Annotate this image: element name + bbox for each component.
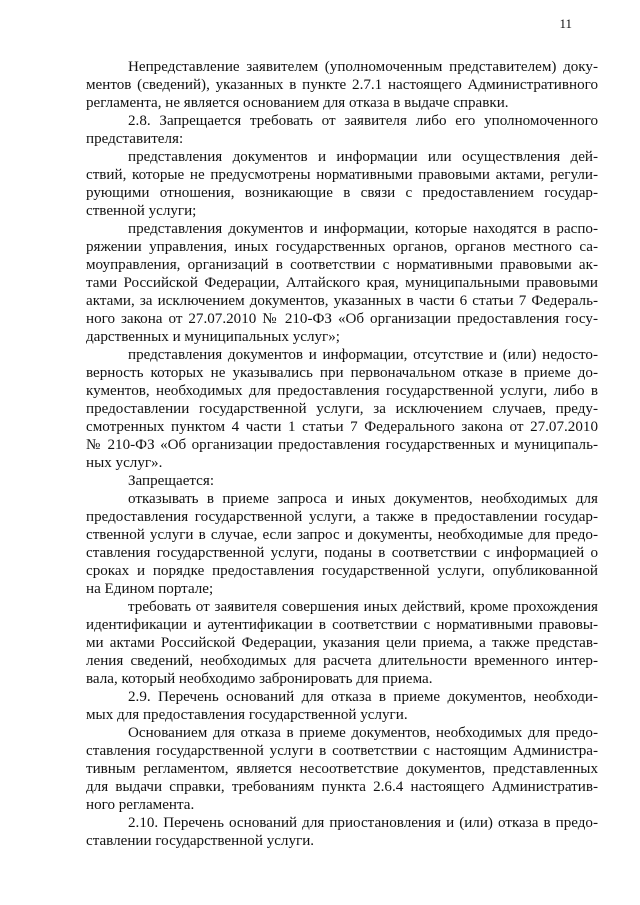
text-line: ственной услуги;	[86, 203, 197, 219]
text-line: верность которых не указывались при первоначальном отказе в приеме до-	[86, 365, 598, 381]
text-line: 2.10. Перечень оснований для приостановления и (или) отказа в предо-	[128, 815, 598, 831]
text-line: ряжении управления, иных государственных органов, органов местного са-	[86, 239, 598, 255]
text-line: вала, который необходимо забронировать для приема.	[86, 671, 433, 687]
text-line: Непредставление заявителем (уполномоченным представителем) доку-	[128, 59, 598, 75]
text-line: идентификации и аутентификации в соответствии с нормативными правовы-	[86, 617, 598, 633]
text-line: для выдачи справки, требованиям пункта 2.6.4 настоящего Административ-	[86, 779, 598, 795]
text-line: предоставлении государственной услуги, за исключением случаев, преду-	[86, 401, 598, 417]
text-line: на Едином портале;	[86, 581, 214, 597]
text-line: кументов, необходимых для предоставления государственной услуги, либо в	[86, 383, 598, 399]
text-line: ставления государственной услуги, поданы в соответствии с информацией о	[86, 545, 598, 561]
text-line: ного регламента.	[86, 797, 195, 813]
text-line: моуправления, организаций в соответствии с нормативными правовыми ак-	[86, 257, 598, 273]
text-line: ми актами Российской Федерации, указания цели приема, а также представ-	[86, 635, 598, 651]
text-line: ставления государственной услуги в соответствии с настоящим Администра-	[86, 743, 598, 759]
text-line: ментов (сведений), указанных в пункте 2.7.1 настоящего Административного	[86, 77, 598, 93]
document-body	[86, 58, 598, 850]
text-line: регламента, не является основанием для отказа в выдаче справки.	[86, 95, 509, 111]
text-line: актами, за исключением документов, указанных в части 6 статьи 7 Федераль-	[86, 293, 598, 309]
text-line: представления документов и информации, которые находятся в распо-	[128, 221, 598, 237]
text-line: ствий, которые не предусмотрены нормативными правовыми актами, регули-	[86, 167, 598, 183]
text-line: № 210-ФЗ «Об организации предоставления государственных и муниципаль-	[86, 437, 598, 453]
text-line: сроках и порядке предоставления государственной услуги, опубликованной	[86, 563, 598, 579]
text-line: отказывать в приеме запроса и иных документов, необходимых для	[128, 491, 598, 507]
text-line: Запрещается:	[128, 473, 215, 489]
text-line: требовать от заявителя совершения иных действий, кроме прохождения	[128, 599, 598, 615]
text-line: предоставления государственной услуги, а также в предоставлении государ-	[86, 509, 598, 525]
text-line: смотренных пунктом 4 части 1 статьи 7 Федерального закона от 27.07.2010	[86, 419, 598, 435]
text-line: представления документов и информации, отсутствие и (или) недосто-	[128, 347, 598, 363]
text-line: Основанием для отказа в приеме документов, необходимых для предо-	[128, 725, 598, 741]
text-line: ных услуг».	[86, 455, 163, 471]
text-line: ставлении государственной услуги.	[86, 833, 315, 849]
text-line: дарственных и муниципальных услуг»;	[86, 329, 340, 345]
text-line: тивным регламентом, является несоответствие документов, представленных	[86, 761, 598, 777]
text-line: 2.8. Запрещается требовать от заявителя либо его уполномоченного	[128, 113, 598, 129]
text-line: мых для предоставления государственной услуги.	[86, 707, 408, 723]
text-line: ственной услуги в случае, если запрос и документы, необходимые для предо-	[86, 527, 598, 543]
text-line: ного закона от 27.07.2010 № 210-ФЗ «Об организации предоставления госу-	[86, 311, 598, 327]
text-line: ления сведений, необходимых для расчета длительности временного интер-	[86, 653, 598, 669]
text-line: представителя:	[86, 131, 184, 147]
text-line: 2.9. Перечень оснований для отказа в приеме документов, необходи-	[128, 689, 598, 705]
text-line: тами Российской Федерации, Алтайского края, муниципальными правовыми	[86, 275, 598, 291]
text-line: представления документов и информации или осуществления дей-	[128, 149, 598, 165]
text-line: рующими отношения, возникающие в связи с предоставлением государ-	[86, 185, 598, 201]
page-number: 11	[559, 16, 572, 31]
